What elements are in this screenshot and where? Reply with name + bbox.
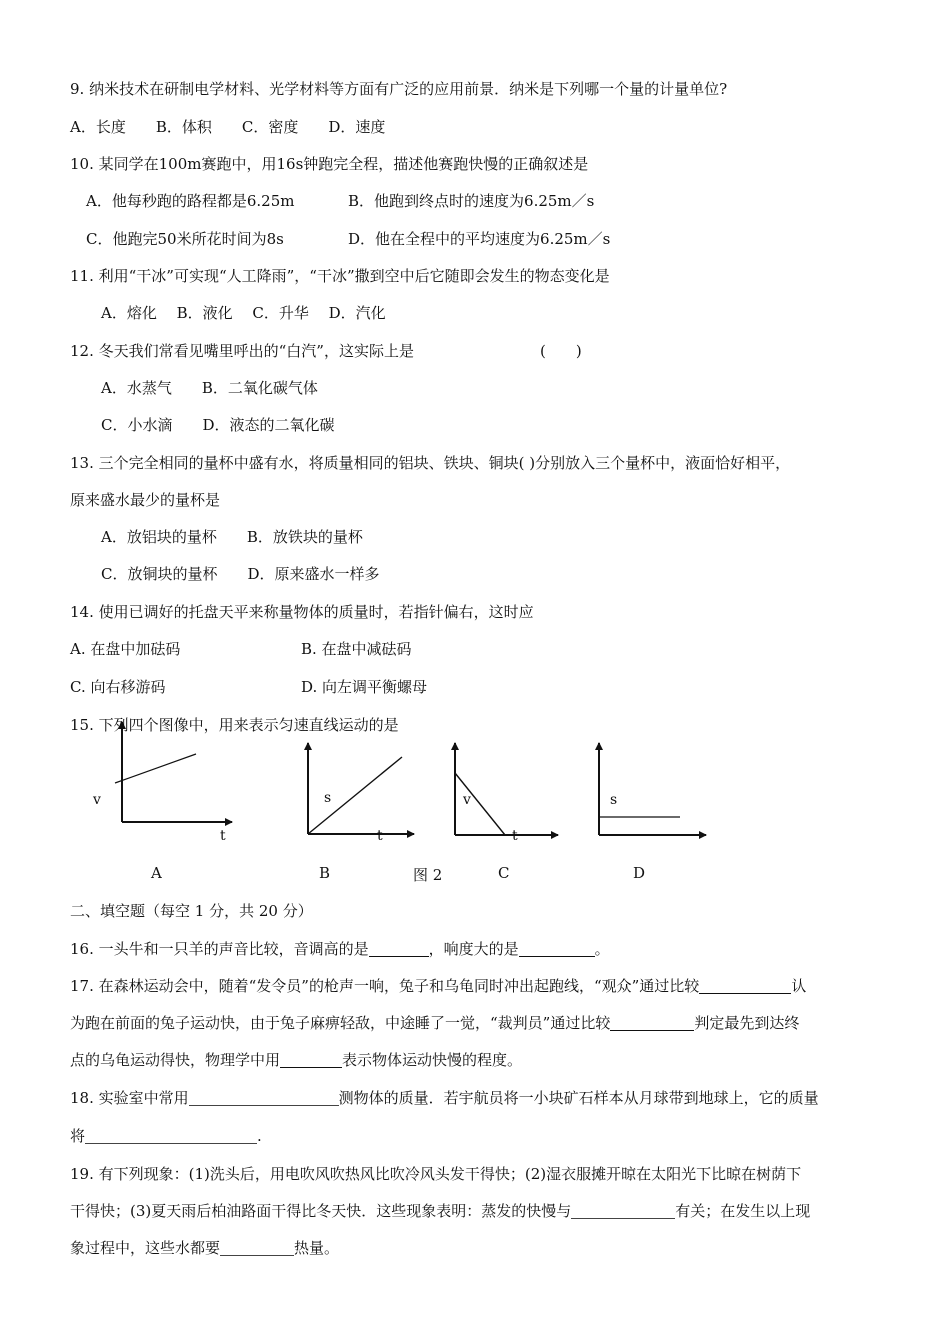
q19-text-2a: 干得快；(3)夏天雨后柏油路面干得比冬天快．这些现象表明：蒸发的快慢与 [70,1202,572,1220]
q17-text-3a: 点的乌龟运动得快，物理学中用 [70,1051,281,1069]
q18-text-2a: 将 [70,1127,86,1145]
graph-b-ylabel: s [324,790,332,806]
q19-blank-2[interactable] [220,1239,294,1256]
q14-option-c: C. 向右移游码 [70,678,166,696]
q10-stem: 10. 某同学在100m赛跑中，用16s钟跑完全程，描述他赛跑快慢的正确叙述是 [70,155,589,173]
q16-text-2: ，响度大的是 [428,940,519,958]
q17-text-1a: 17. 在森林运动会中，随着“发令员”的枪声一响，兔子和乌龟同时冲出起跑线，“观众”通过比较 [70,977,700,995]
q17-text-2a: 为跑在前面的兔子运动快，由于兔子麻痹轻敌，中途睡了一觉，“裁判员”通过比较 [70,1014,611,1032]
q12-options-ab: A．水蒸气 B．二氧化碳气体 [101,379,318,397]
q19-blank-1[interactable] [571,1202,675,1219]
q11-stem: 11. 利用“干冰”可实现“人工降雨”，“干冰”撒到空中后它随即会发生的物态变化是 [70,267,610,285]
q14-option-d: D. 向左调平衡螺母 [301,678,428,696]
q18-blank-2[interactable] [85,1127,257,1144]
q18-line-2 [70,1126,262,1146]
q19-line-2 [70,1201,810,1221]
graph-c-caption: C [498,864,510,882]
graph-b-caption: B [319,864,331,882]
q18-text-2b: . [257,1127,262,1145]
q14-stem: 14. 使用已调好的托盘天平来称量物体的质量时，若指针偏右，这时应 [70,603,534,621]
q11-options: A．熔化 B．液化 C．升华 D．汽化 [101,304,386,322]
q18-blank-1[interactable] [189,1089,339,1106]
q9-options: A．长度 B．体积 C．密度 D．速度 [70,118,386,136]
q19-text-3b: 热量。 [294,1239,340,1257]
graph-b [300,740,420,840]
graph-a-xlabel: t [220,828,226,844]
graph-c-xlabel: t [512,828,518,844]
q16-text-1: 16. 一头牛和一只羊的声音比较，音调高的是 [70,940,369,958]
graph-c-ylabel: v [463,792,471,808]
graph-d-ylabel: s [610,792,618,808]
graph-a-caption: A [151,864,162,882]
q10-option-a: A．他每秒跑的路程都是6.25m [86,192,295,210]
section-heading: 二、填空题（每空 1 分，共 20 分） [70,902,313,920]
q16-blank-1[interactable] [369,940,429,957]
graph-a [110,718,240,840]
q17-blank-3[interactable] [280,1051,342,1068]
q12-stem: 12. 冬天我们常看见嘴里呼出的“白汽”，这实际上是 [70,342,414,360]
q10-option-c: C．他跑完50米所花时间为8s [86,230,284,248]
q19-text-3a: 象过程中，这些水都要 [70,1239,221,1257]
q17-blank-1[interactable] [699,977,791,994]
q18-text-1a: 18. 实验室中常用 [70,1089,189,1107]
q15-stem: 15. 下列四个图像中，用来表示匀速直线运动的是 [70,716,399,734]
q12-answer-bracket: ( ) [540,342,582,360]
graph-d [592,740,710,840]
q17-blank-2[interactable] [610,1014,694,1031]
graph-a-ylabel: v [93,792,101,808]
q9-stem: 9. 纳米技术在研制电学材料、光学材料等方面有广泛的应用前景．纳米是下列哪一个量的计量单位? [70,80,728,98]
q10-option-d: D．他在全程中的平均速度为6.25m／s [348,230,611,248]
q18-text-1b: 测物体的质量．若宇航员将一小块矿石样本从月球带到地球上，它的质量 [338,1089,819,1107]
q18-line-1 [70,1088,819,1108]
q12-options-cd: C．小水滴 D．液态的二氧化碳 [101,416,335,434]
q17-text-2b: 判定最先到达终 [694,1014,800,1032]
q14-option-a: A. 在盘中加砝码 [70,640,181,658]
graph-d-caption: D [633,864,646,882]
q13-options-ab: A．放铝块的量杯 B．放铁块的量杯 [101,528,363,546]
graph-c [448,740,564,840]
q19-line-3 [70,1238,339,1258]
q19-line-1: 19. 有下列现象：(1)洗头后，用电吹风吹热风比吹冷风头发干得快；(2)湿衣服摊开晾在太阳光下比晾在树荫下 [70,1165,802,1183]
q19-text-2b: 有关；在发生以上现 [675,1202,811,1220]
q17-text-3b: 表示物体运动快慢的程度。 [342,1051,523,1069]
q16-blank-2[interactable] [519,940,595,957]
q16-line [70,939,610,959]
q17-line-3 [70,1050,522,1070]
graph-b-xlabel: t [377,828,383,844]
figure-caption: 图 2 [413,866,443,884]
q16-text-3: 。 [594,940,610,958]
q17-line-1 [70,976,806,996]
q17-text-1b: 认 [791,977,807,995]
q14-option-b: B. 在盘中减砝码 [301,640,412,658]
q17-line-2 [70,1013,799,1033]
q13-stem-line1: 13. 三个完全相同的量杯中盛有水，将质量相同的铝块、铁块、铜块( )分别放入三个量杯中，液面恰好相平， [70,454,791,472]
q13-stem-line2: 原来盛水最少的量杯是 [70,491,221,509]
q10-option-b: B．他跑到终点时的速度为6.25m／s [348,192,595,210]
q13-options-cd: C．放铜块的量杯 D．原来盛水一样多 [101,565,380,583]
